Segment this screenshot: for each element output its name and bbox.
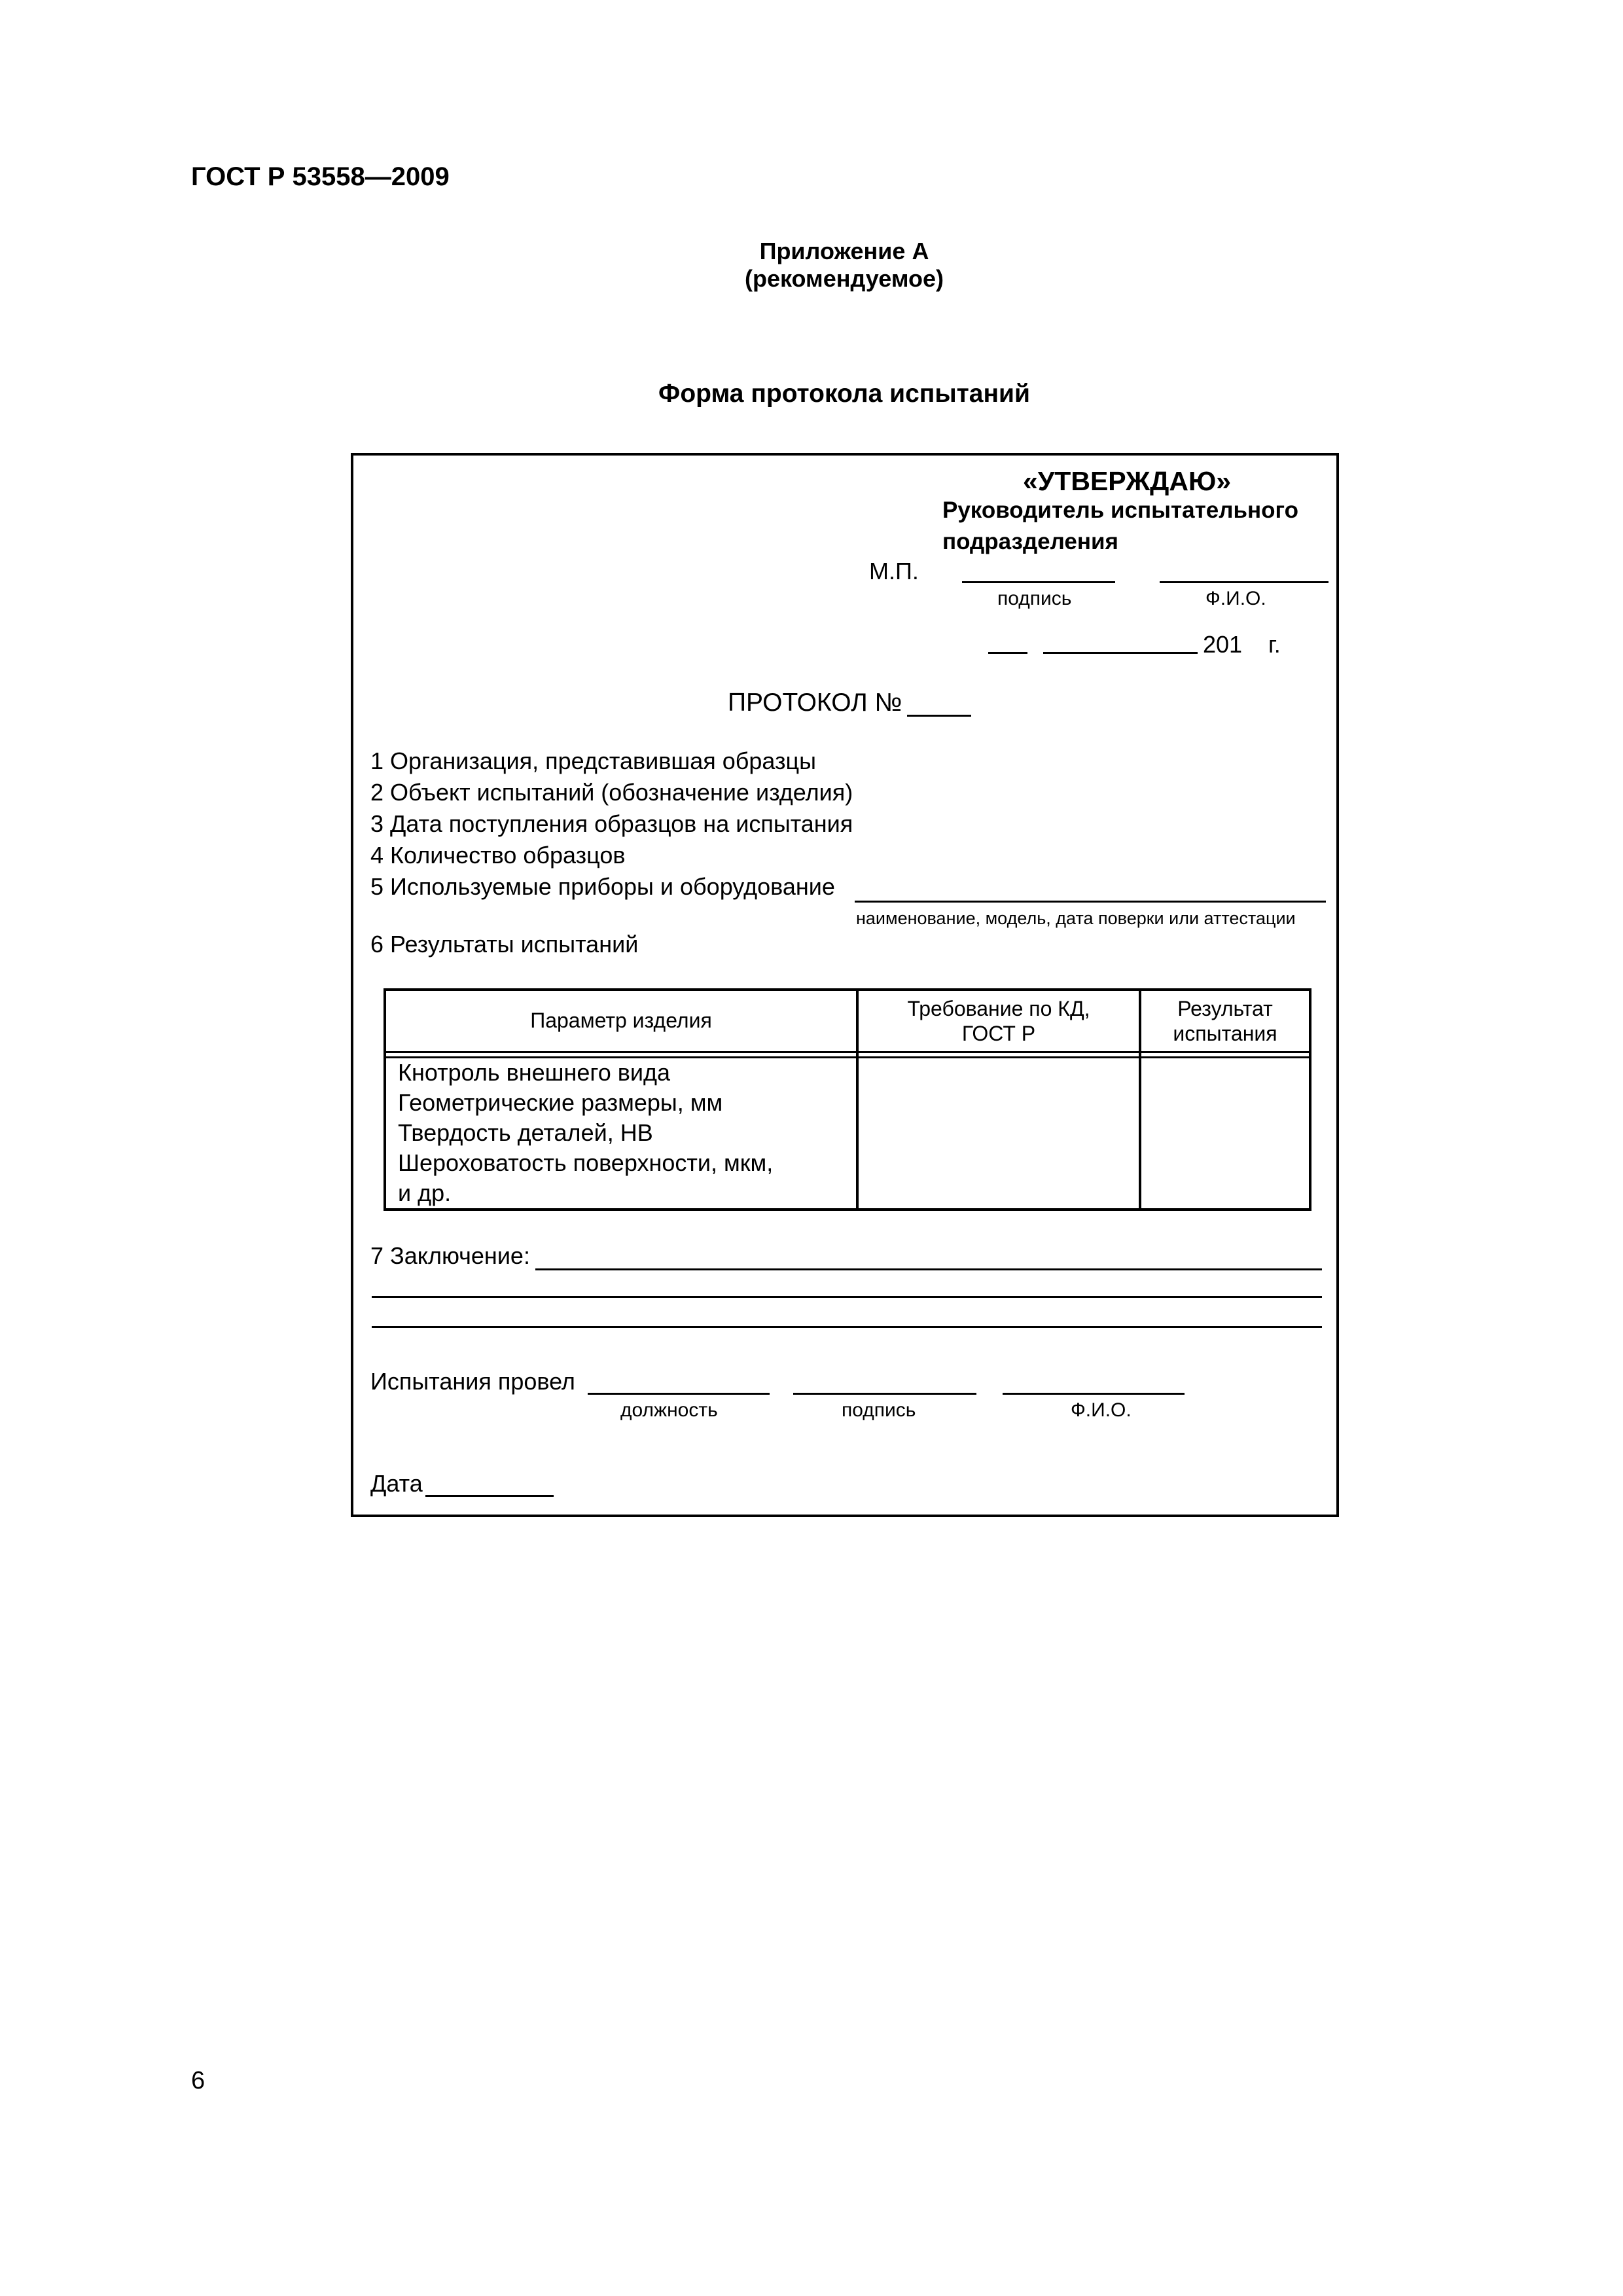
header-requirement-line1: Требование по КД, — [907, 997, 1090, 1020]
tested-by-signature-line — [793, 1393, 976, 1395]
tested-by-position-caption: должность — [620, 1399, 718, 1421]
conclusion-line — [372, 1296, 1322, 1298]
protocol-form — [351, 453, 1339, 1517]
conclusion-line — [535, 1268, 1322, 1270]
table-header-divider — [386, 1051, 1309, 1053]
header-requirement-line2: ГОСТ Р — [961, 1022, 1036, 1045]
item-equipment: 5 Используемые приборы и оборудование — [370, 873, 835, 900]
approval-role-line1: Руководитель испытательного — [942, 497, 1299, 523]
tested-by-name-caption: Ф.И.О. — [1071, 1399, 1132, 1421]
table-row-param: Твердость деталей, НВ — [398, 1119, 653, 1146]
date-label: Дата — [370, 1470, 423, 1497]
equipment-line — [855, 901, 1326, 903]
table-row-param: Шероховатость поверхности, мкм, — [398, 1149, 774, 1176]
item-organization: 1 Организация, представившая образцы — [370, 747, 817, 774]
table-row-param: и др. — [398, 1179, 452, 1206]
approval-heading: «УТВЕРЖДАЮ» — [1023, 466, 1232, 496]
tested-by-name-line — [1003, 1393, 1185, 1395]
approval-name-caption: Ф.И.О. — [1205, 588, 1266, 609]
header-result-line2: испытания — [1173, 1022, 1277, 1045]
approval-month-line — [1043, 652, 1198, 654]
conclusion-line — [372, 1326, 1322, 1328]
approval-name-line — [1160, 581, 1329, 583]
approval-role-line2: подразделения — [942, 529, 1118, 554]
tested-by-position-line — [588, 1393, 770, 1395]
item-sample-count: 4 Количество образцов — [370, 842, 626, 869]
tested-by-signature-caption: подпись — [842, 1399, 916, 1421]
results-label: 6 Результаты испытаний — [370, 931, 639, 958]
standard-code: ГОСТ Р 53558—2009 — [191, 162, 450, 191]
results-table — [383, 988, 1311, 1211]
header-result-line1: Результат — [1177, 997, 1273, 1020]
appendix-subtitle: (рекомендуемое) — [745, 265, 944, 292]
date-line — [425, 1495, 554, 1497]
form-title: Форма протокола испытаний — [658, 380, 1030, 408]
approval-day-line — [988, 652, 1027, 654]
tested-by-label: Испытания провел — [370, 1368, 575, 1395]
item-receipt-date: 3 Дата поступления образцов на испытания — [370, 810, 853, 837]
header-param: Параметр изделия — [530, 1009, 712, 1032]
page-number: 6 — [191, 2067, 205, 2094]
protocol-number-line — [907, 715, 971, 717]
item-test-object: 2 Объект испытаний (обозначение изделия) — [370, 779, 853, 806]
table-row-param: Кнотроль внешнего вида — [398, 1059, 671, 1086]
approval-signature-line — [962, 581, 1115, 583]
table-row-param: Геометрические размеры, мм — [398, 1089, 723, 1116]
protocol-title: ПРОТОКОЛ № — [728, 689, 902, 717]
approval-year-suffix: г. — [1268, 631, 1281, 658]
stamp-label: М.П. — [869, 558, 919, 584]
approval-year-prefix: 201 — [1203, 631, 1243, 658]
approval-signature-caption: подпись — [997, 588, 1072, 609]
equipment-caption: наименование, модель, дата поверки или аттестации — [856, 908, 1296, 928]
conclusion-label: 7 Заключение: — [370, 1242, 530, 1269]
appendix-title: Приложение А — [759, 238, 929, 264]
